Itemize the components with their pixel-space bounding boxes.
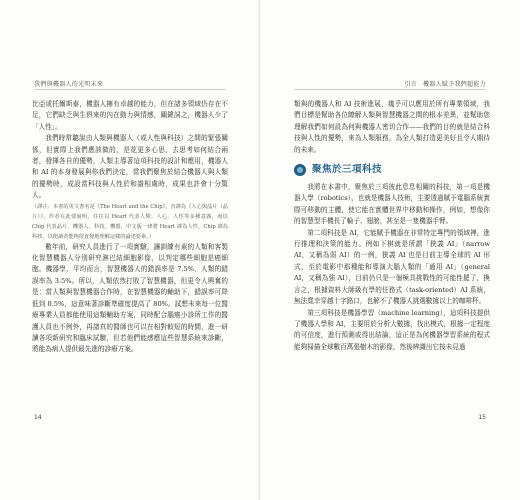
section-heading bbox=[294, 164, 490, 176]
paragraph: 我將在本書中，聚焦於三項彼此息息相關的科技，第一項是機器人學（robotics），也就是機器人技術，主要透過賦予電腦系統實際可移動的主體，使它能在實體世界中移動和操作，例如，想像你的智慧型手機長了輪子、翅膀，甚至是一隻機器手臂。 bbox=[294, 183, 490, 226]
paragraph: 第三項科技是機器學習（machine learning），這項科技提供了機器人學和 AI，主要用於分析大數據，找出模式，根據一定程度的可信度，進行預測或得出結論，這正是為何機器學習系統的程式能夠掃描全球數百萬張樹木的影像，然後辨識出它按未見過 bbox=[294, 308, 490, 351]
running-head-left: 我們與機器人的光明未來 bbox=[34, 81, 104, 88]
paragraph: 第二項科技是 AI，它能賦予機器在非常特定專門的領域裡，進行推理和決策的能力。例如下棋就是所謂「狹義 AI」（narrow AI，又稱為弱 AI）的一例，狹義 AI 也是目前主導全球的 AI 形式，至於電影中那種能和導演大腦人類的「通用 AI」（general AI，又稱為強 AI），目前仍只是一個極具挑戰性的可能性罷了，換言之，根據資料大師級有學的任務式（task-oriented）AI 系統，無法寬幸穿越十字路口，也解不了機器人挑選數據以上的咖啡杯。 bbox=[294, 228, 490, 306]
left-page-body bbox=[32, 99, 228, 356]
paragraph: 數年前，研究人員進行了一項實驗，讓訓練有素的人類和客製化智慧機器人分別研究淋巴結細胞影像，以判定哪些細胞是癌細胞。機器學，平均而言，智慧機器人的錯誤率是 7.5%，人類的錯誤率為 3.5%。所以，人類依然打敗了智慧機器，但更令人興奮的是：當人類與智慧機器合作時，在智慧機器的輔助下，錯誤率可降低到 0.5%，這意味著診斷準確度提高了 80%。試想未來每一位醫療專業人員都能使用這類輔助方案，同時配合腦癌小診所工作的醫護人員也不例外，再諸真的醫師也可以在相對較短的時間，進一研讀各項新研究和臨床試驗，但若他們能感應這些智慧系統來診斷，將能為病人提供最先進的診療方案。 bbox=[32, 242, 228, 354]
right-page bbox=[260, 0, 520, 500]
section-title: 聚焦於三項科技 bbox=[312, 164, 383, 176]
page-number-right: 15 bbox=[478, 414, 486, 421]
section-bullet-icon bbox=[294, 164, 306, 176]
paragraph: 我們時常聽說由人類與機器人（或人性與科技）之間的緊張關係，但實際上我們應該做的，是花更多心思，去思考如何結合兩者，發揮各自的優勢，人類主導著這項科技的設計和應用，機器人和 AI 的本身發展與你我們決定，當我們聚焦於結合機器人與人類的優勢時，成設當科技與人性於和諧相處時，成果也許會十分驚人。 bbox=[32, 134, 228, 200]
right-page-body bbox=[294, 99, 490, 353]
header-rule-right bbox=[294, 89, 486, 90]
running-head-prefix: 引言 bbox=[404, 81, 417, 88]
paragraph: 類與的機器人和 AI 技術進展，幾乎可以應用於所有專業領域，我們目標是幫助各位瞭解人類與智慧機器之間的根本差異，並幫助您理解我們如何設為何與機器人密切合作——我們的目的就是結合科技與人性的優勢，來為人類服務，為全人類打造更美好且令人期待的未來。 bbox=[294, 100, 490, 154]
header-rule-left bbox=[34, 89, 226, 90]
translator-note: （譯注：本書的英文書名是《The Heart and the Chip》，直譯為《人心與晶片（晶片）》，作者在此要說明，往往以 Heart 代表人類、人心、人性等多種意義，而以 Chip 代表晶片、機器人、科技、機器，中文版一律將 Heart 譯為人性，Chip 譯為科技，以便讀者能夠很直覺地理解這樣的論述要素。） bbox=[32, 203, 228, 240]
running-head-title: 機器人賦予我們超能力 bbox=[422, 81, 486, 88]
running-head-right bbox=[404, 79, 486, 88]
paragraph: 比亞或托爾斯泰，機器人擁有卓越的能力，但在諸多領域仍存在不足，它們缺乏與生俱來的內在動力與情感，關鍵詞之，機器人少了「人性」。 bbox=[32, 100, 228, 131]
page-number-left: 14 bbox=[34, 414, 42, 421]
